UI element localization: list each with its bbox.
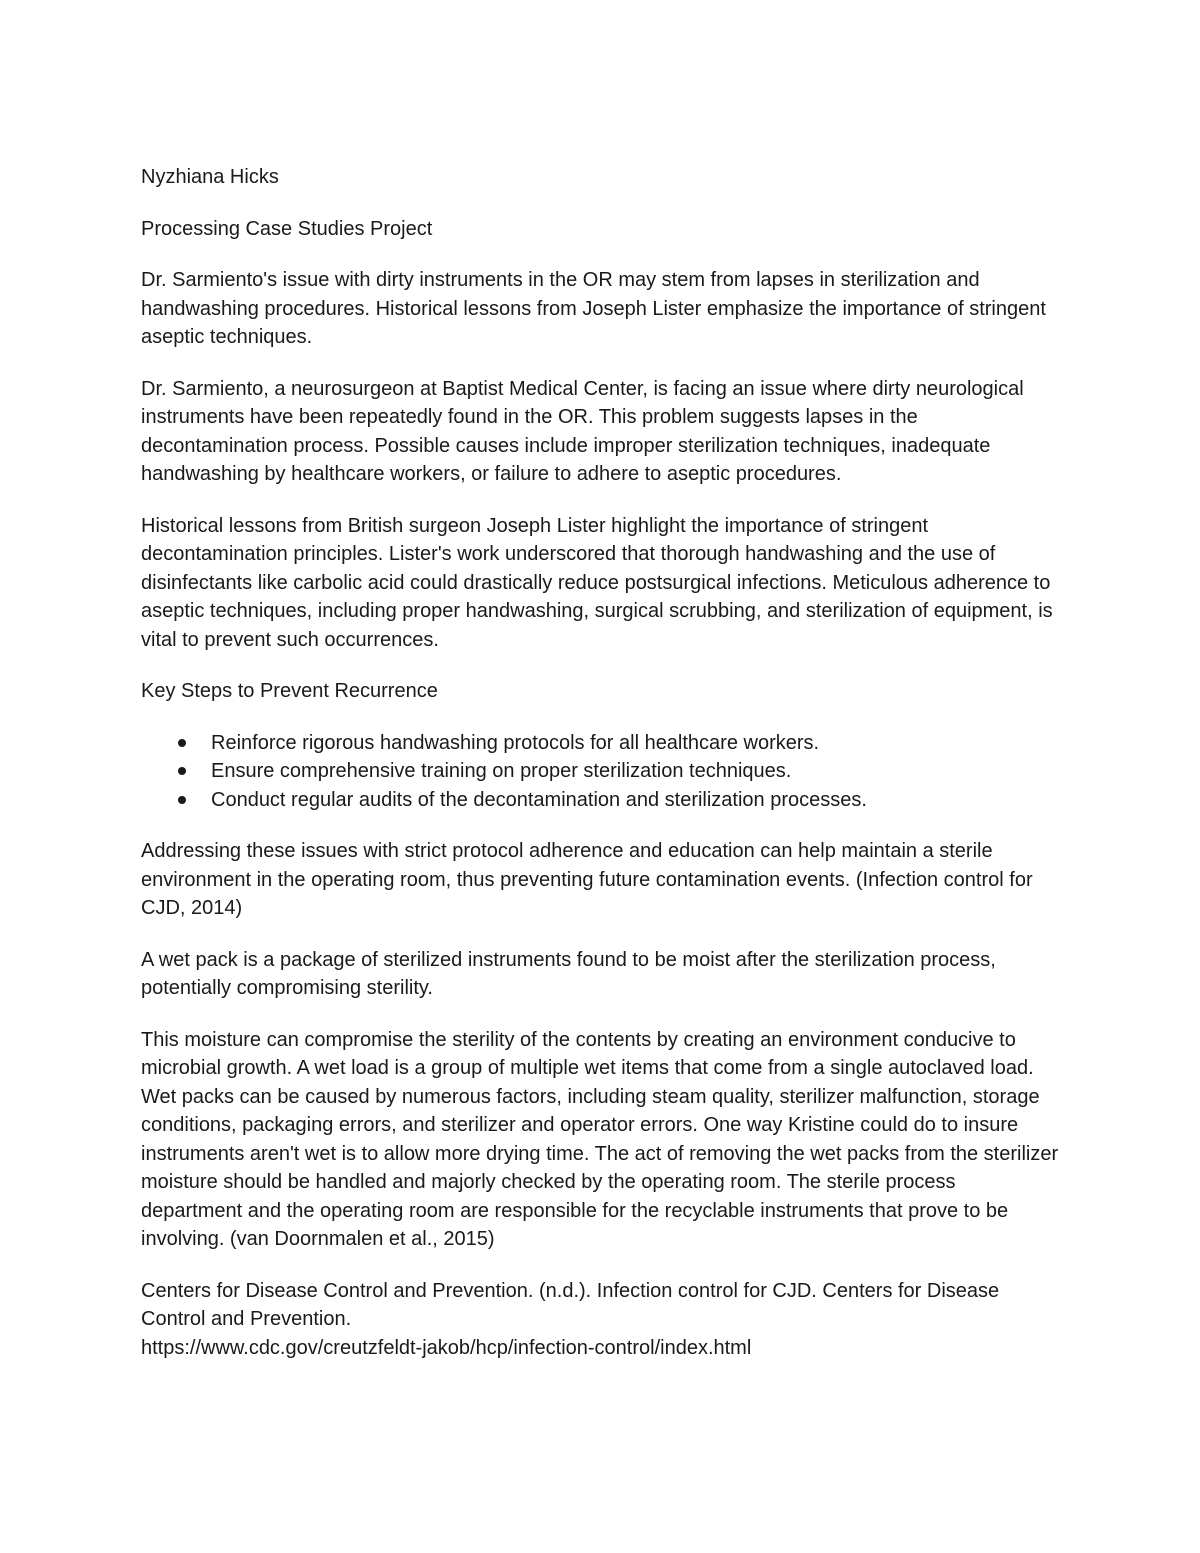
reference-text: Centers for Disease Control and Prevention. (n.d.). Infection control for CJD. Centers for Disease Control and Prevention. <box>141 1279 1000 1330</box>
reference-entry <box>141 1277 1061 1363</box>
bullet-icon <box>178 767 186 775</box>
document-title: Processing Case Studies Project <box>141 217 433 240</box>
list-item <box>141 757 1061 786</box>
paragraph-conclusion: Addressing these issues with strict protocol adherence and education can help maintain a sterile environment in the operating room, thus preventing future contamination events. (Infection control for CJD, 2014) <box>141 840 1033 919</box>
paragraph-intro: Dr. Sarmiento's issue with dirty instruments in the OR may stem from lapses in sterilization and handwashing procedures. Historical lessons from Joseph Lister emphasize the importance of stringent aseptic techniques. <box>141 269 1046 348</box>
reference-url: https://www.cdc.gov/creutzfeldt-jakob/hcp/infection-control/index.html <box>141 1336 752 1359</box>
paragraph-history: Historical lessons from British surgeon Joseph Lister highlight the importance of stringent decontamination principles. Lister's work underscored that thorough handwashing and the use of disinfectants like carbolic acid could drastically reduce postsurgical infections. Meticulous adherence to aseptic techniques, including proper handwashing, surgical scrubbing, and sterilization of equipment, is vital to prevent such occurrences. <box>141 514 1053 651</box>
list-item-text: Reinforce rigorous handwashing protocols for all healthcare workers. <box>211 731 820 754</box>
document-body <box>141 163 1061 1385</box>
paragraph-issue: Dr. Sarmiento, a neurosurgeon at Baptist Medical Center, is facing an issue where dirty neurological instruments have been repeatedly found in the OR. This problem suggests lapses in the decontamination process. Possible causes include improper sterilization techniques, inadequate handwashing by healthcare workers, or failure to adhere to aseptic procedures. <box>141 377 1024 485</box>
list-item <box>141 729 1061 758</box>
bullet-icon <box>178 739 186 747</box>
paragraph-wet-pack-discussion: This moisture can compromise the sterility of the contents by creating an environment conducive to microbial growth. A wet load is a group of multiple wet items that come from a single autoclaved load. Wet packs can be caused by numerous factors, including steam quality, sterilizer malfunction, storage conditions, packaging errors, and sterilizer and operator errors. One way Kristine could do to insure instruments aren't wet is to allow more drying time. The act of removing the wet packs from the sterilizer moisture should be handled and majorly checked by the operating room. The sterile process department and the operating room are responsible for the recyclable instruments that prove to be involving. (van Doornmalen et al., 2015) <box>141 1028 1059 1250</box>
list-item <box>141 786 1061 815</box>
paragraph-wet-pack-definition: A wet pack is a package of sterilized instruments found to be moist after the sterilization process, potentially compromising sterility. <box>141 948 996 999</box>
key-steps-list <box>141 729 1061 815</box>
list-item-text: Ensure comprehensive training on proper sterilization techniques. <box>211 760 792 782</box>
bullet-icon <box>178 796 186 804</box>
key-steps-heading: Key Steps to Prevent Recurrence <box>141 680 438 702</box>
author-name: Nyzhiana Hicks <box>141 166 279 188</box>
list-item-text: Conduct regular audits of the decontamination and sterilization processes. <box>211 788 867 811</box>
